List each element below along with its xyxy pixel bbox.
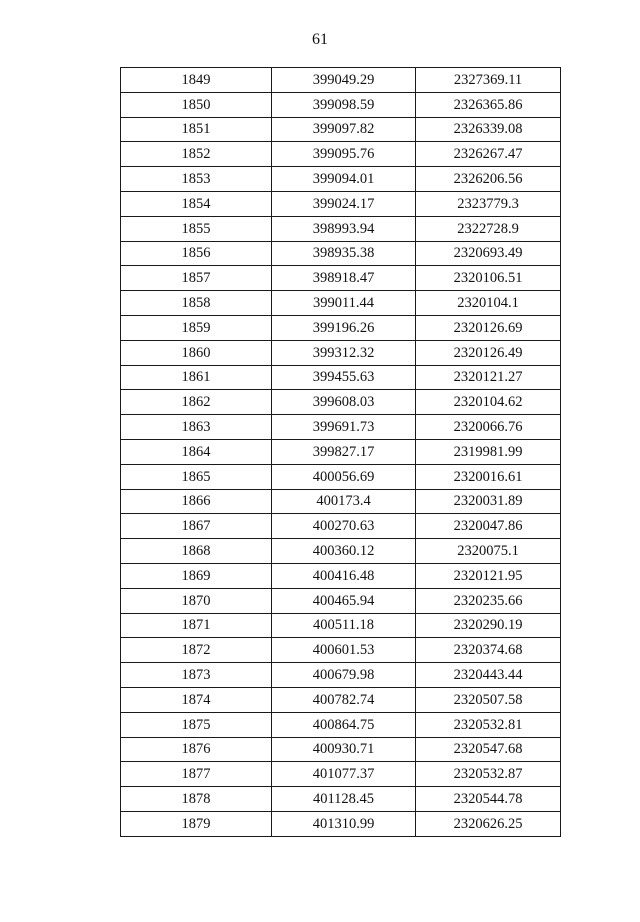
table-row xyxy=(121,167,561,192)
point-number-cell: 1867 xyxy=(121,514,272,539)
table-row xyxy=(121,390,561,415)
table-row xyxy=(121,588,561,613)
x-coordinate-cell: 399608.03 xyxy=(272,390,416,415)
x-coordinate-cell: 400270.63 xyxy=(272,514,416,539)
x-coordinate-cell: 399312.32 xyxy=(272,340,416,365)
point-number-cell: 1861 xyxy=(121,365,272,390)
table-row xyxy=(121,315,561,340)
point-number-cell: 1873 xyxy=(121,663,272,688)
x-coordinate-cell: 399098.59 xyxy=(272,92,416,117)
point-number-cell: 1871 xyxy=(121,613,272,638)
x-coordinate-cell: 398918.47 xyxy=(272,266,416,291)
x-coordinate-cell: 400511.18 xyxy=(272,613,416,638)
table-row xyxy=(121,489,561,514)
table-row xyxy=(121,663,561,688)
x-coordinate-cell: 399095.76 xyxy=(272,142,416,167)
x-coordinate-cell: 399094.01 xyxy=(272,167,416,192)
point-number-cell: 1852 xyxy=(121,142,272,167)
table-row xyxy=(121,291,561,316)
point-number-cell: 1869 xyxy=(121,563,272,588)
y-coordinate-cell: 2320374.68 xyxy=(416,638,561,663)
point-number-cell: 1877 xyxy=(121,762,272,787)
point-number-cell: 1868 xyxy=(121,539,272,564)
point-number-cell: 1878 xyxy=(121,787,272,812)
y-coordinate-cell: 2320126.49 xyxy=(416,340,561,365)
y-coordinate-cell: 2320031.89 xyxy=(416,489,561,514)
table-row xyxy=(121,191,561,216)
page-number: 61 xyxy=(312,31,328,48)
x-coordinate-cell: 399049.29 xyxy=(272,68,416,93)
x-coordinate-cell: 401128.45 xyxy=(272,787,416,812)
y-coordinate-cell: 2320544.78 xyxy=(416,787,561,812)
x-coordinate-cell: 400173.4 xyxy=(272,489,416,514)
point-number-cell: 1855 xyxy=(121,216,272,241)
y-coordinate-cell: 2320507.58 xyxy=(416,687,561,712)
y-coordinate-cell: 2326339.08 xyxy=(416,117,561,142)
y-coordinate-cell: 2320075.1 xyxy=(416,539,561,564)
x-coordinate-cell: 399011.44 xyxy=(272,291,416,316)
x-coordinate-cell: 400782.74 xyxy=(272,687,416,712)
point-number-cell: 1872 xyxy=(121,638,272,663)
x-coordinate-cell: 400930.71 xyxy=(272,737,416,762)
y-coordinate-cell: 2320532.81 xyxy=(416,712,561,737)
table-row xyxy=(121,68,561,93)
y-coordinate-cell: 2320016.61 xyxy=(416,464,561,489)
table-row xyxy=(121,241,561,266)
point-number-cell: 1865 xyxy=(121,464,272,489)
y-coordinate-cell: 2320104.62 xyxy=(416,390,561,415)
point-number-cell: 1876 xyxy=(121,737,272,762)
table-row xyxy=(121,216,561,241)
point-number-cell: 1860 xyxy=(121,340,272,365)
x-coordinate-cell: 398993.94 xyxy=(272,216,416,241)
x-coordinate-cell: 400679.98 xyxy=(272,663,416,688)
y-coordinate-cell: 2322728.9 xyxy=(416,216,561,241)
y-coordinate-cell: 2326365.86 xyxy=(416,92,561,117)
table-row xyxy=(121,365,561,390)
coordinates-table-body xyxy=(121,68,561,837)
y-coordinate-cell: 2323779.3 xyxy=(416,191,561,216)
y-coordinate-cell: 2320047.86 xyxy=(416,514,561,539)
y-coordinate-cell: 2320547.68 xyxy=(416,737,561,762)
point-number-cell: 1875 xyxy=(121,712,272,737)
table-row xyxy=(121,563,561,588)
point-number-cell: 1864 xyxy=(121,439,272,464)
y-coordinate-cell: 2320121.95 xyxy=(416,563,561,588)
table-row xyxy=(121,811,561,836)
table-row xyxy=(121,687,561,712)
point-number-cell: 1856 xyxy=(121,241,272,266)
x-coordinate-cell: 399691.73 xyxy=(272,415,416,440)
table-row xyxy=(121,439,561,464)
y-coordinate-cell: 2319981.99 xyxy=(416,439,561,464)
x-coordinate-cell: 399827.17 xyxy=(272,439,416,464)
table-row xyxy=(121,464,561,489)
point-number-cell: 1859 xyxy=(121,315,272,340)
x-coordinate-cell: 401310.99 xyxy=(272,811,416,836)
point-number-cell: 1862 xyxy=(121,390,272,415)
y-coordinate-cell: 2320290.19 xyxy=(416,613,561,638)
point-number-cell: 1858 xyxy=(121,291,272,316)
y-coordinate-cell: 2320532.87 xyxy=(416,762,561,787)
table-row xyxy=(121,117,561,142)
point-number-cell: 1854 xyxy=(121,191,272,216)
y-coordinate-cell: 2320066.76 xyxy=(416,415,561,440)
table-row xyxy=(121,638,561,663)
y-coordinate-cell: 2320104.1 xyxy=(416,291,561,316)
table-row xyxy=(121,539,561,564)
x-coordinate-cell: 398935.38 xyxy=(272,241,416,266)
table-row xyxy=(121,340,561,365)
point-number-cell: 1866 xyxy=(121,489,272,514)
table-row xyxy=(121,613,561,638)
point-number-cell: 1879 xyxy=(121,811,272,836)
table-row xyxy=(121,92,561,117)
x-coordinate-cell: 400360.12 xyxy=(272,539,416,564)
x-coordinate-cell: 399024.17 xyxy=(272,191,416,216)
x-coordinate-cell: 400864.75 xyxy=(272,712,416,737)
table-row xyxy=(121,514,561,539)
point-number-cell: 1853 xyxy=(121,167,272,192)
table-row xyxy=(121,415,561,440)
y-coordinate-cell: 2326206.56 xyxy=(416,167,561,192)
point-number-cell: 1863 xyxy=(121,415,272,440)
table-row xyxy=(121,712,561,737)
point-number-cell: 1874 xyxy=(121,687,272,712)
point-number-cell: 1857 xyxy=(121,266,272,291)
x-coordinate-cell: 400465.94 xyxy=(272,588,416,613)
coordinates-table xyxy=(120,67,561,837)
table-row xyxy=(121,266,561,291)
y-coordinate-cell: 2320443.44 xyxy=(416,663,561,688)
x-coordinate-cell: 401077.37 xyxy=(272,762,416,787)
table-row xyxy=(121,737,561,762)
y-coordinate-cell: 2320106.51 xyxy=(416,266,561,291)
table-row xyxy=(121,787,561,812)
y-coordinate-cell: 2320693.49 xyxy=(416,241,561,266)
point-number-cell: 1851 xyxy=(121,117,272,142)
y-coordinate-cell: 2320626.25 xyxy=(416,811,561,836)
y-coordinate-cell: 2320235.66 xyxy=(416,588,561,613)
point-number-cell: 1870 xyxy=(121,588,272,613)
point-number-cell: 1850 xyxy=(121,92,272,117)
x-coordinate-cell: 399455.63 xyxy=(272,365,416,390)
x-coordinate-cell: 400416.48 xyxy=(272,563,416,588)
y-coordinate-cell: 2320121.27 xyxy=(416,365,561,390)
table-row xyxy=(121,762,561,787)
y-coordinate-cell: 2327369.11 xyxy=(416,68,561,93)
table-row xyxy=(121,142,561,167)
x-coordinate-cell: 399097.82 xyxy=(272,117,416,142)
x-coordinate-cell: 399196.26 xyxy=(272,315,416,340)
x-coordinate-cell: 400056.69 xyxy=(272,464,416,489)
x-coordinate-cell: 400601.53 xyxy=(272,638,416,663)
y-coordinate-cell: 2320126.69 xyxy=(416,315,561,340)
point-number-cell: 1849 xyxy=(121,68,272,93)
y-coordinate-cell: 2326267.47 xyxy=(416,142,561,167)
